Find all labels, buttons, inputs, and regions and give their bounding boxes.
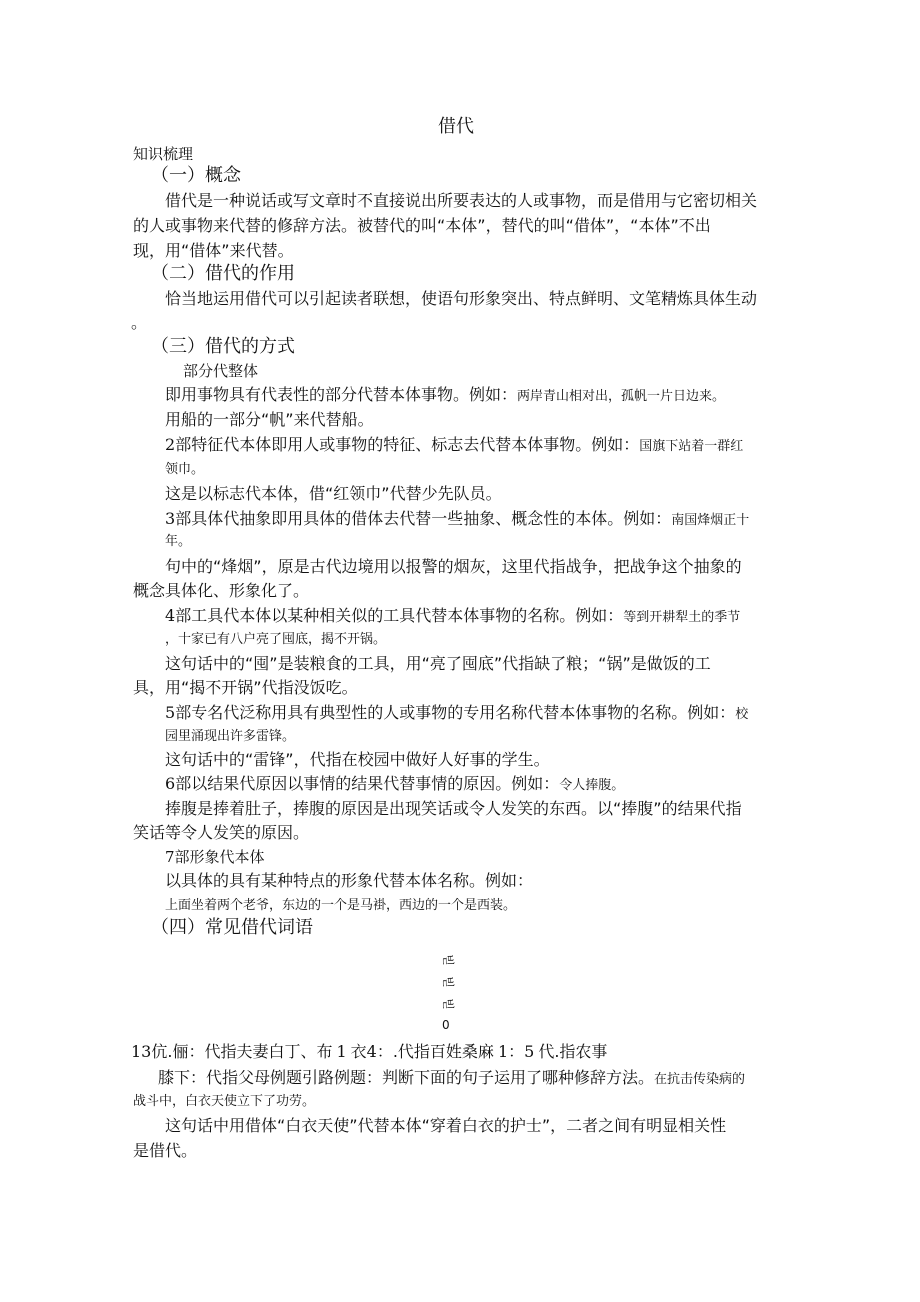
method4-example-b: ，十家已有八户亮了囤底，揭不开锅。 <box>165 632 387 647</box>
method5-example-b: 园里涌现出许多雷锋。 <box>165 729 296 744</box>
method6-explain-b: 笑话等令人发笑的原因。 <box>133 823 310 842</box>
method1-explain: 用船的一部分“帆”来代替船。 <box>165 410 374 429</box>
method4-desc <box>165 605 740 629</box>
method2-num: 2 <box>165 435 176 454</box>
answer-b: 是借代。 <box>133 1141 198 1160</box>
method6-explain-a: 捧腹是捧着肚子，捧腹的原因是出现笑话或令人发笑的东西。以“捧腹”的结果代指 <box>165 799 742 818</box>
method1-desc-text: 即用事物具有代表性的部分代替本体事物。例如： <box>165 385 518 404</box>
method4-explain-b: 具，用“揭不开锅”代指没饭吃。 <box>133 678 358 697</box>
function-line-2: 。 <box>131 313 148 332</box>
method7-title-text: 部形象代本体 <box>174 848 265 866</box>
function-line-1: 恰当地运用借代可以引起读者联想，使语句形象突出、特点鲜明、文笔精炼具体生动 <box>165 289 758 308</box>
garbled-e: 代.指农事 <box>538 1042 608 1061</box>
method4-explain-a: 这句话中的“囤”是装粮食的工具，用“亮了囤底”代指缺了粮；“锅”是做饭的工 <box>165 654 711 673</box>
method2-explain: 这是以标志代本体，借“红领巾”代替少先队员。 <box>165 484 502 503</box>
method7-num: 7 <box>165 848 175 866</box>
method1-example: 两岸青山相对出，孤帆一片日边来。 <box>517 389 726 404</box>
method4-desc-text: 部工具代本体以某种相关似的工具代替本体事物的名称。例如： <box>175 606 624 625</box>
method7-title <box>165 846 265 868</box>
method2-example-b: 领巾。 <box>165 462 205 477</box>
vertical-mark-4: 0 <box>442 1018 450 1032</box>
method7-desc: 以具体的具有某种特点的形象代替本体名称。例如： <box>165 871 534 890</box>
method7-example: 上面坐着两个老爷，东边的一个是马褂，西边的一个是西装。 <box>165 898 517 913</box>
methods-heading: （三）借代的方式 <box>151 336 295 357</box>
method6-example: 令人捧腹。 <box>559 778 625 793</box>
garbled-one: 1 <box>336 1042 347 1061</box>
exercise-b: 在抗击传染病的 <box>654 1072 746 1087</box>
exercise-c: 战斗中，白衣天使立下了功劳。 <box>133 1094 316 1109</box>
common-heading: （四）常见借代词语 <box>151 917 313 938</box>
method5-desc-text: 部专名代泛称用具有典型性的人或事物的专用名称代替本体事物的名称。例如： <box>175 703 736 722</box>
method6-num: 6 <box>165 774 176 793</box>
exercise-line <box>158 1067 745 1091</box>
method1-title: 部分代整体 <box>183 362 259 380</box>
method3-example-a: 南国烽烟正十 <box>671 513 750 528</box>
method5-example-a: 校 <box>735 707 749 722</box>
answer-a: 这句话中用借体“白衣天使”代替本体“穿着白衣的护士”，二者之间有明显相关性 <box>165 1116 727 1135</box>
method6-desc-text: 部以结果代原因以事情的结果代替事情的原因。例如： <box>175 774 560 793</box>
garbled-num: 13 <box>131 1042 152 1061</box>
vertical-mark-2: 빋 <box>440 976 455 988</box>
method3-explain-b: 概念具体化、形象化了。 <box>133 581 310 600</box>
method6-desc <box>165 773 624 797</box>
garbled-c: ：.代指百姓桑麻 <box>376 1042 494 1061</box>
concept-line-3: 现，用“借体”来代替。 <box>133 241 294 260</box>
concept-heading: （一）概念 <box>151 165 241 186</box>
method1-desc <box>165 384 725 408</box>
method4-num: 4 <box>165 606 176 625</box>
method2-example-a: 国旗下站着一群红 <box>639 439 744 454</box>
common-garbled-line <box>131 1041 607 1063</box>
garbled-d: 1：5 <box>497 1042 535 1061</box>
method2-desc <box>165 434 743 458</box>
method3-desc-text: 部具体代抽象即用具体的借体去代替一些抽象、概念性的本体。例如： <box>175 509 672 528</box>
garbled-b: 衣 <box>350 1042 367 1061</box>
vertical-mark-1: 빋 <box>440 954 455 966</box>
method3-num: 3 <box>165 509 176 528</box>
page-title: 借代 <box>438 116 474 137</box>
method5-explain: 这句话中的“雷锋”，代指在校园中做好人好事的学生。 <box>165 750 550 769</box>
exercise-a: 膝下：代指父母例题引路例题：判断下面的句子运用了哪种修辞方法。 <box>158 1068 655 1087</box>
garbled-four: 4 <box>366 1042 377 1061</box>
concept-line-1: 借代是一种说话或写文章时不直接说出所要表达的人或事物，而是借用与它密切相关 <box>165 191 758 210</box>
garbled-a: 伉.俪：代指夫妻白丁、布 <box>151 1042 333 1061</box>
method2-desc-text: 部特征代本体即用人或事物的特征、标志去代替本体事物。例如： <box>175 435 640 454</box>
method3-explain-a: 句中的“烽烟”，原是古代边境用以报警的烟灰，这里代指战争，把战争这个抽象的 <box>165 557 742 576</box>
function-heading: （二）借代的作用 <box>151 263 295 284</box>
method5-num: 5 <box>165 703 176 722</box>
method5-desc <box>165 702 748 726</box>
method4-example-a: 等到开耕犁土的季节 <box>623 610 741 625</box>
section-header: 知识梳理 <box>133 145 194 163</box>
concept-line-2: 的人或事物来代替的修辞方法。被替代的叫“本体”，替代的叫“借体”，“本体”不出 <box>133 216 711 235</box>
method3-desc <box>165 508 749 532</box>
vertical-mark-3: 빋 <box>440 998 455 1010</box>
method3-example-b: 年。 <box>165 534 192 549</box>
